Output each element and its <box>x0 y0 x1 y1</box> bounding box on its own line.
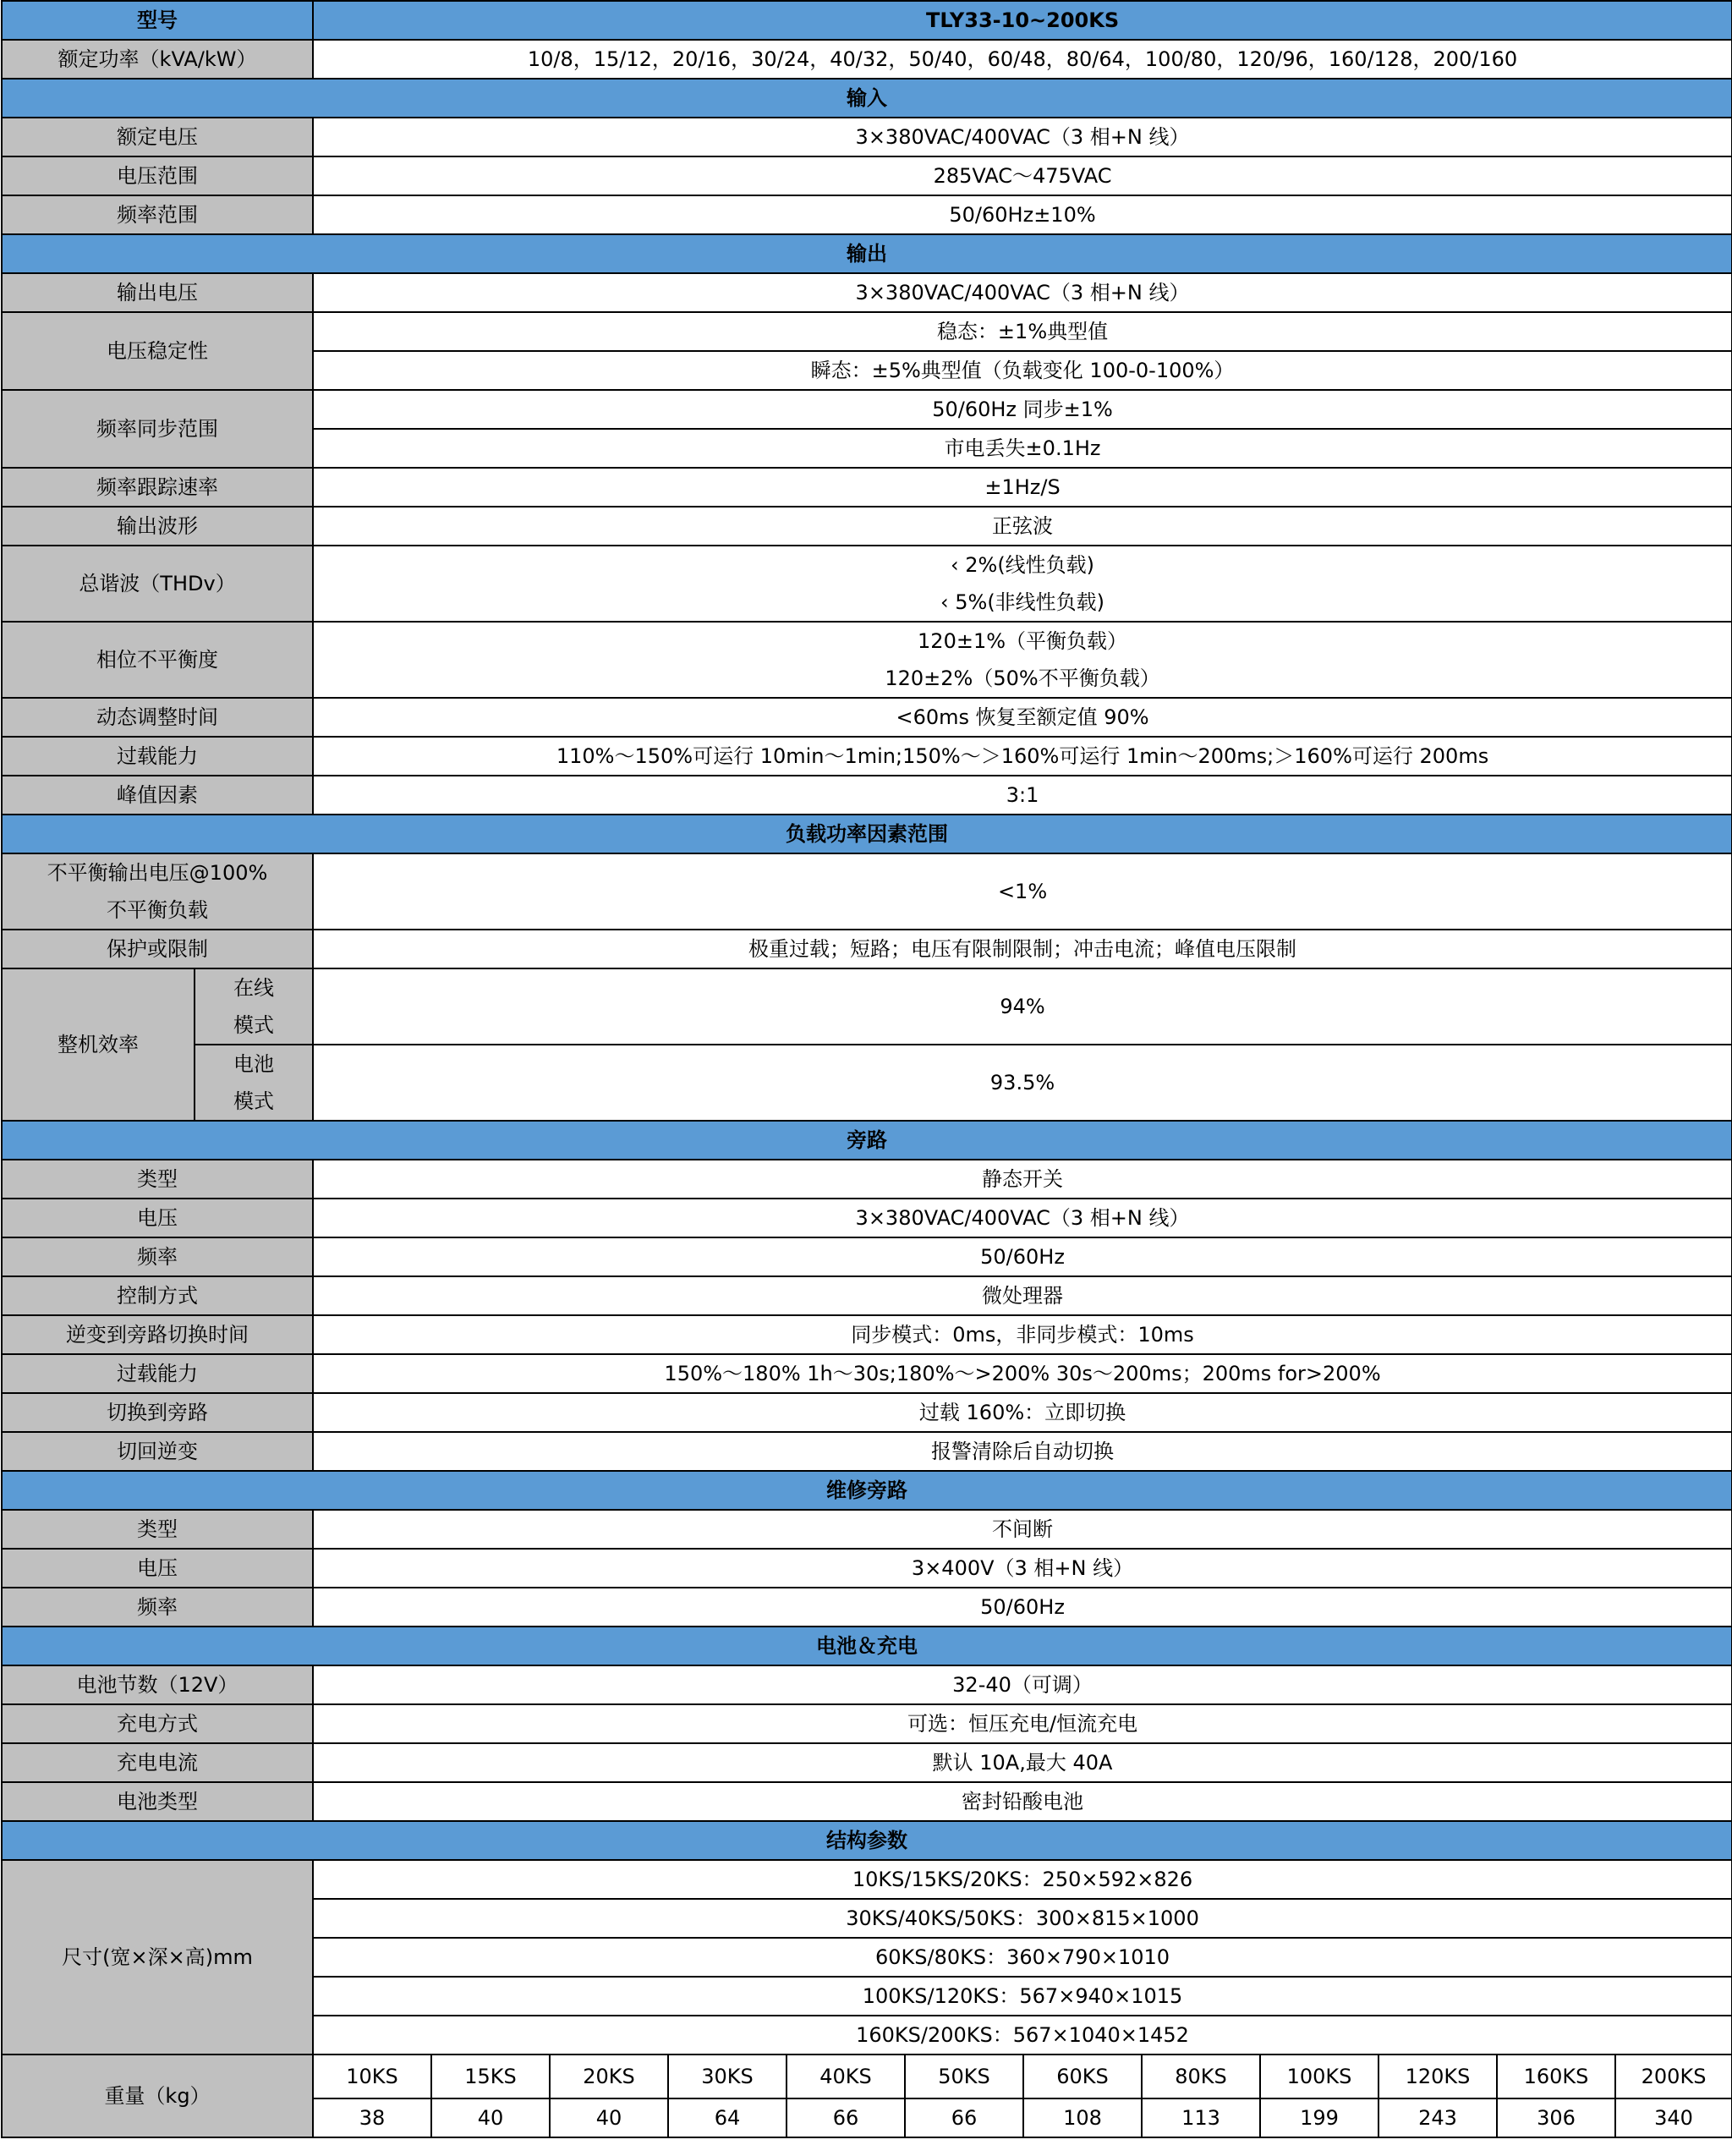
weight-cell: 64 <box>668 2098 787 2137</box>
row-value: 3:1 <box>313 776 1732 815</box>
weight-cell: 40 <box>550 2098 668 2137</box>
model-label: 型号 <box>2 1 313 40</box>
weight-cell: 243 <box>1378 2098 1497 2137</box>
row-value: 过载 160%：立即切换 <box>313 1393 1732 1432</box>
row-label: 电压 <box>2 1199 313 1237</box>
sub-label: 在线 <box>195 968 313 1007</box>
model-cell: 60KS <box>1023 2055 1142 2098</box>
table-row <box>2 312 1732 351</box>
weight-label: 重量（kg） <box>2 2055 313 2137</box>
section-title: 结构参数 <box>2 1821 1732 1860</box>
row-label: 频率范围 <box>2 195 313 234</box>
row-label: 整机效率 <box>2 968 195 1121</box>
table-row <box>2 507 1732 546</box>
row-label: 输出波形 <box>2 507 313 546</box>
row-label: 频率 <box>2 1237 313 1276</box>
header-row <box>2 1 1732 40</box>
section-title: 电池＆充电 <box>2 1627 1732 1665</box>
section-title: 维修旁路 <box>2 1471 1732 1510</box>
row-value: 120±2%（50%不平衡负载） <box>313 660 1732 698</box>
row-label: 额定电压 <box>2 118 313 156</box>
section-header-input <box>2 79 1732 118</box>
size-value: 10KS/15KS/20KS：250×592×826 <box>313 1860 1732 1899</box>
row-value: ‹ 2%(线性负载) <box>313 546 1732 584</box>
row-value: 285VAC～475VAC <box>313 156 1732 195</box>
row-value: 3×380VAC/400VAC（3 相+N 线） <box>313 118 1732 156</box>
table-row <box>2 1160 1732 1199</box>
table-row <box>2 1237 1732 1276</box>
row-label: 不平衡输出电压@100% <box>2 853 313 891</box>
row-value: 市电丢失±0.1Hz <box>313 429 1732 468</box>
table-row <box>2 40 1732 79</box>
row-label: 电压范围 <box>2 156 313 195</box>
section-title: 输出 <box>2 234 1732 273</box>
sub-label: 模式 <box>195 1007 313 1045</box>
table-row <box>2 1782 1732 1821</box>
model-cell: 15KS <box>431 2055 550 2098</box>
spec-table <box>1 0 1732 2138</box>
row-label: 电池类型 <box>2 1782 313 1821</box>
model-cell: 20KS <box>550 2055 668 2098</box>
table-row <box>2 737 1732 776</box>
table-row <box>2 1315 1732 1354</box>
row-value: 同步模式：0ms，非同步模式：10ms <box>313 1315 1732 1354</box>
row-label: 相位不平衡度 <box>2 622 313 698</box>
row-label: 动态调整时间 <box>2 698 313 737</box>
model-cell: 160KS <box>1497 2055 1615 2098</box>
table-row <box>2 468 1732 507</box>
section-header-load-pf <box>2 815 1732 853</box>
model-cell: 40KS <box>787 2055 905 2098</box>
row-value: 94% <box>313 968 1732 1045</box>
weight-cell: 340 <box>1615 2098 1732 2137</box>
table-row <box>2 156 1732 195</box>
section-header-output <box>2 234 1732 273</box>
row-value: ±1Hz/S <box>313 468 1732 507</box>
table-row <box>2 1354 1732 1393</box>
size-label: 尺寸(宽×深×高)mm <box>2 1860 313 2055</box>
row-label: 频率跟踪速率 <box>2 468 313 507</box>
section-title: 输入 <box>2 79 1732 118</box>
row-value: <60ms 恢复至额定值 90% <box>313 698 1732 737</box>
weight-cell: 108 <box>1023 2098 1142 2137</box>
row-value: 50/60Hz <box>313 1588 1732 1627</box>
row-label: 过载能力 <box>2 737 313 776</box>
table-row <box>2 390 1732 429</box>
row-label: 频率 <box>2 1588 313 1627</box>
table-row <box>2 1704 1732 1743</box>
row-label: 充电方式 <box>2 1704 313 1743</box>
row-value: 可选：恒压充电/恒流充电 <box>313 1704 1732 1743</box>
weight-cell: 40 <box>431 2098 550 2137</box>
row-label: 控制方式 <box>2 1276 313 1315</box>
row-value: 120±1%（平衡负载） <box>313 622 1732 660</box>
row-value: 3×380VAC/400VAC（3 相+N 线） <box>313 273 1732 312</box>
row-value: 稳态：±1%典型值 <box>313 312 1732 351</box>
row-value: 3×380VAC/400VAC（3 相+N 线） <box>313 1199 1732 1237</box>
weight-cell: 38 <box>313 2098 431 2137</box>
model-cell: 80KS <box>1142 2055 1260 2098</box>
row-value: 正弦波 <box>313 507 1732 546</box>
table-row <box>2 1588 1732 1627</box>
table-row <box>2 930 1732 968</box>
section-title: 旁路 <box>2 1121 1732 1160</box>
section-header-maint-bypass <box>2 1471 1732 1510</box>
weight-models-row <box>2 2055 1732 2098</box>
table-row <box>2 1276 1732 1315</box>
model-cell: 50KS <box>905 2055 1023 2098</box>
section-header-battery <box>2 1627 1732 1665</box>
row-value: 50/60Hz 同步±1% <box>313 390 1732 429</box>
weight-cell: 199 <box>1260 2098 1378 2137</box>
row-value: ‹ 5%(非线性负载) <box>313 584 1732 622</box>
size-value: 100KS/120KS：567×940×1015 <box>313 1977 1732 2016</box>
row-label: 保护或限制 <box>2 930 313 968</box>
rated-power-value: 10/8，15/12，20/16，30/24，40/32，50/40，60/48，80/64，100/80，120/96，160/128，200/160 <box>313 40 1732 79</box>
row-label: 总谐波（THDv） <box>2 546 313 622</box>
table-row <box>2 546 1732 584</box>
weight-cell: 66 <box>787 2098 905 2137</box>
table-row <box>2 273 1732 312</box>
table-row <box>2 1510 1732 1549</box>
row-label: 类型 <box>2 1510 313 1549</box>
rated-power-label: 额定功率（kVA/kW） <box>2 40 313 79</box>
table-row <box>2 698 1732 737</box>
row-label: 输出电压 <box>2 273 313 312</box>
weight-cell: 66 <box>905 2098 1023 2137</box>
row-value: 93.5% <box>313 1045 1732 1121</box>
row-label: 类型 <box>2 1160 313 1199</box>
table-row <box>2 1393 1732 1432</box>
weight-cell: 113 <box>1142 2098 1260 2137</box>
model-value: TLY33-10~200KS <box>313 1 1732 40</box>
size-value: 160KS/200KS：567×1040×1452 <box>313 2016 1732 2055</box>
row-value: 32-40（可调） <box>313 1665 1732 1704</box>
table-row <box>2 776 1732 815</box>
row-label: 逆变到旁路切换时间 <box>2 1315 313 1354</box>
row-value: 150%～180% 1h～30s;180%～>200% 30s～200ms；200ms for>200% <box>313 1354 1732 1393</box>
table-row <box>2 1432 1732 1471</box>
row-value: 微处理器 <box>313 1276 1732 1315</box>
weight-cell: 306 <box>1497 2098 1615 2137</box>
table-row <box>2 118 1732 156</box>
row-label: 频率同步范围 <box>2 390 313 468</box>
size-value: 30KS/40KS/50KS：300×815×1000 <box>313 1899 1732 1938</box>
table-row <box>2 1199 1732 1237</box>
size-value: 60KS/80KS：360×790×1010 <box>313 1938 1732 1977</box>
row-label: 电压稳定性 <box>2 312 313 390</box>
table-row <box>2 195 1732 234</box>
row-label: 过载能力 <box>2 1354 313 1393</box>
row-label: 电池节数（12V） <box>2 1665 313 1704</box>
row-value: 报警清除后自动切换 <box>313 1432 1732 1471</box>
table-row <box>2 1743 1732 1782</box>
row-value: 不间断 <box>313 1510 1732 1549</box>
model-cell: 100KS <box>1260 2055 1378 2098</box>
section-header-structure <box>2 1821 1732 1860</box>
row-label: 峰值因素 <box>2 776 313 815</box>
row-value: 50/60Hz±10% <box>313 195 1732 234</box>
row-value: 3×400V（3 相+N 线） <box>313 1549 1732 1588</box>
sub-label: 模式 <box>195 1083 313 1121</box>
table-row <box>2 853 1732 891</box>
table-row <box>2 1860 1732 1899</box>
row-value: 静态开关 <box>313 1160 1732 1199</box>
row-value: 110%～150%可运行 10min～1min;150%～＞160%可运行 1min～200ms;＞160%可运行 200ms <box>313 737 1732 776</box>
table-row <box>2 1549 1732 1588</box>
row-label: 切换到旁路 <box>2 1393 313 1432</box>
model-cell: 200KS <box>1615 2055 1732 2098</box>
row-value: 瞬态：±5%典型值（负载变化 100-0-100%） <box>313 351 1732 390</box>
table-row <box>2 968 1732 1007</box>
row-value: <1% <box>313 853 1732 930</box>
row-label: 不平衡负载 <box>2 891 313 930</box>
section-header-bypass <box>2 1121 1732 1160</box>
row-value: 极重过载；短路；电压有限制限制；冲击电流；峰值电压限制 <box>313 930 1732 968</box>
model-cell: 30KS <box>668 2055 787 2098</box>
table-row <box>2 622 1732 660</box>
sub-label: 电池 <box>195 1045 313 1083</box>
table-row <box>2 1045 1732 1083</box>
model-cell: 120KS <box>1378 2055 1497 2098</box>
table-row <box>2 1665 1732 1704</box>
row-value: 默认 10A,最大 40A <box>313 1743 1732 1782</box>
model-cell: 10KS <box>313 2055 431 2098</box>
row-value: 密封铅酸电池 <box>313 1782 1732 1821</box>
row-value: 50/60Hz <box>313 1237 1732 1276</box>
section-title: 负载功率因素范围 <box>2 815 1732 853</box>
row-label: 切回逆变 <box>2 1432 313 1471</box>
row-label: 充电电流 <box>2 1743 313 1782</box>
row-label: 电压 <box>2 1549 313 1588</box>
